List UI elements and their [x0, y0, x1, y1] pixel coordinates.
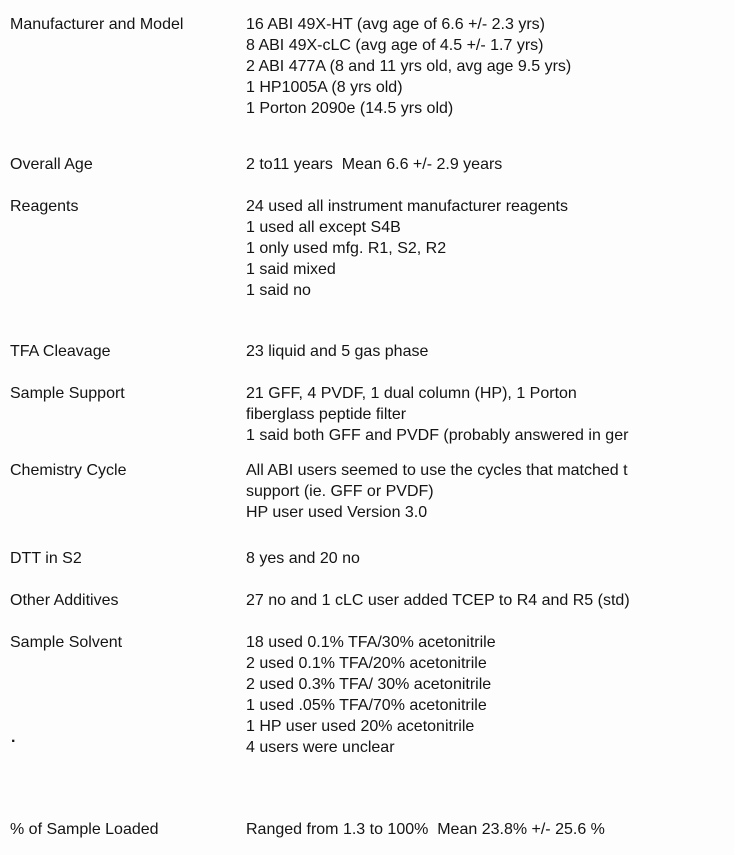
value-line: 2 used 0.3% TFA/ 30% acetonitrile	[246, 676, 492, 693]
value-line: 2 used 0.1% TFA/20% acetonitrile	[246, 655, 487, 672]
field-label: Sample Solvent	[10, 634, 123, 651]
field-label: Overall Age	[10, 156, 93, 173]
value-line: support (ie. GFF or PVDF)	[246, 483, 434, 500]
value-line: 1 only used mfg. R1, S2, R2	[246, 240, 447, 257]
field-row	[10, 632, 734, 758]
value-line: 18 used 0.1% TFA/30% acetonitrile	[246, 634, 496, 651]
value-line: 8 yes and 20 no	[246, 550, 360, 567]
value-line: 1 HP1005A (8 yrs old)	[246, 79, 403, 96]
value-line: 24 used all instrument manufacturer reagents	[246, 198, 568, 215]
field-value	[246, 14, 734, 119]
value-line: 16 ABI 49X-HT (avg age of 6.6 +/- 2.3 yrs)	[246, 16, 545, 33]
field-label: % of Sample Loaded	[10, 821, 159, 838]
field-rows	[10, 14, 734, 840]
field-value	[246, 632, 734, 758]
value-line: 27 no and 1 cLC user added TCEP to R4 and R5 (std)	[246, 592, 630, 609]
field-value	[246, 196, 734, 301]
field-row	[10, 154, 734, 175]
value-line: 23 liquid and 5 gas phase	[246, 343, 429, 360]
value-line: 1 HP user used 20% acetonitrile	[246, 718, 475, 735]
field-row	[10, 819, 734, 840]
value-line: fiberglass peptide filter	[246, 406, 407, 423]
field-row	[10, 460, 734, 523]
field-row	[10, 590, 734, 611]
value-line: 4 users were unclear	[246, 739, 395, 756]
value-line: 1 used .05% TFA/70% acetonitrile	[246, 697, 487, 714]
field-value	[246, 460, 734, 523]
value-line: 1 said mixed	[246, 261, 336, 278]
field-value	[246, 548, 734, 569]
field-row	[10, 196, 734, 301]
field-row	[10, 14, 734, 119]
value-line: Ranged from 1.3 to 100% Mean 23.8% +/- 25.6 %	[246, 821, 605, 838]
field-row	[10, 341, 734, 362]
value-line: All ABI users seemed to use the cycles that matched t	[246, 462, 628, 479]
value-line: 2 to11 years Mean 6.6 +/- 2.9 years	[246, 156, 503, 173]
value-line: 1 used all except S4B	[246, 219, 401, 236]
field-value	[246, 819, 734, 840]
field-label: Other Additives	[10, 592, 119, 609]
field-value	[246, 154, 734, 175]
field-label: Chemistry Cycle	[10, 462, 127, 479]
value-line: 1 said no	[246, 282, 311, 299]
value-line: 8 ABI 49X-cLC (avg age of 4.5 +/- 1.7 yrs)	[246, 37, 544, 54]
field-value	[246, 590, 734, 611]
field-label: Reagents	[10, 198, 79, 215]
field-label: Sample Support	[10, 385, 125, 402]
value-line: 1 said both GFF and PVDF (probably answered in ger	[246, 427, 629, 444]
field-label: TFA Cleavage	[10, 343, 111, 360]
field-row	[10, 548, 734, 569]
field-label: Manufacturer and Model	[10, 16, 184, 33]
field-value	[246, 341, 734, 362]
field-label: DTT in S2	[10, 550, 82, 567]
stray-mark: .	[11, 729, 16, 746]
field-value	[246, 383, 734, 446]
field-row	[10, 383, 734, 446]
value-line: 21 GFF, 4 PVDF, 1 dual column (HP), 1 Porton	[246, 385, 577, 402]
value-line: 1 Porton 2090e (14.5 yrs old)	[246, 100, 454, 117]
value-line: HP user used Version 3.0	[246, 504, 428, 521]
value-line: 2 ABI 477A (8 and 11 yrs old, avg age 9.5 yrs)	[246, 58, 572, 75]
